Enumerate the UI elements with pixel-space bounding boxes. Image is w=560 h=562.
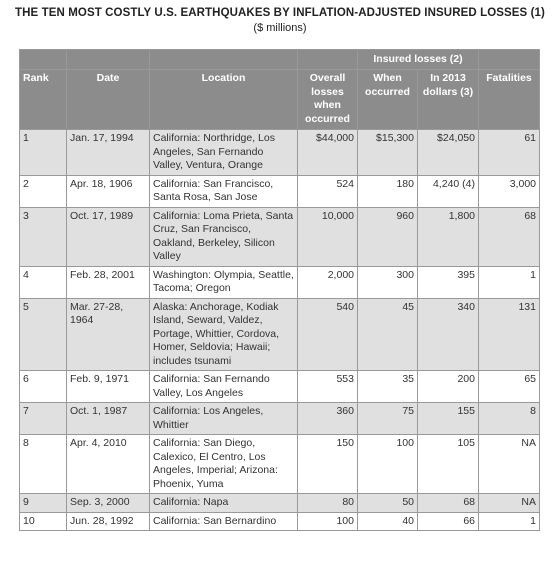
cell-rank: 2 bbox=[20, 175, 67, 207]
cell-location: California: Loma Prieta, Santa Cruz, San Francisco, Oakland, Berkeley, Silicon Valley bbox=[150, 207, 298, 266]
cell-2013: 68 bbox=[418, 494, 479, 513]
cell-2013: 4,240 (4) bbox=[418, 175, 479, 207]
cell-date: Feb. 28, 2001 bbox=[67, 266, 150, 298]
cell-2013: 1,800 bbox=[418, 207, 479, 266]
cell-overall: 100 bbox=[298, 512, 358, 531]
cell-location: Alaska: Anchorage, Kodiak Island, Seward, Valdez, Portage, Whittier, Cordova, Homer, Seldovia; Hawaii; includes tsunami bbox=[150, 298, 298, 371]
table-title: THE TEN MOST COSTLY U.S. EARTHQUAKES BY INFLATION-ADJUSTED INSURED LOSSES (1) bbox=[15, 7, 545, 19]
cell-2013: 200 bbox=[418, 371, 479, 403]
cell-2013: 340 bbox=[418, 298, 479, 371]
header-insured-losses: Insured losses (2) bbox=[358, 50, 479, 70]
table-row bbox=[20, 266, 540, 298]
cell-fatalities: NA bbox=[479, 435, 540, 494]
cell-2013: 66 bbox=[418, 512, 479, 531]
header-blank bbox=[67, 50, 150, 70]
cell-when: 180 bbox=[358, 175, 418, 207]
cell-date: Jan. 17, 1994 bbox=[67, 130, 150, 176]
table-row bbox=[20, 494, 540, 513]
header-overall-losses: Overall losses when occurred bbox=[298, 70, 358, 130]
table-row bbox=[20, 175, 540, 207]
cell-fatalities: NA bbox=[479, 494, 540, 513]
header-blank bbox=[298, 50, 358, 70]
header-blank bbox=[479, 50, 540, 70]
cell-when: 300 bbox=[358, 266, 418, 298]
cell-date: Feb. 9, 1971 bbox=[67, 371, 150, 403]
cell-date: Jun. 28, 1992 bbox=[67, 512, 150, 531]
cell-rank: 3 bbox=[20, 207, 67, 266]
table-row bbox=[20, 512, 540, 531]
cell-location: California: San Bernardino bbox=[150, 512, 298, 531]
cell-location: California: San Diego, Calexico, El Centro, Los Angeles, Imperial; Arizona: Phoenix, Yuma bbox=[150, 435, 298, 494]
cell-location: California: Los Angeles, Whittier bbox=[150, 403, 298, 435]
cell-overall: 524 bbox=[298, 175, 358, 207]
cell-when: 50 bbox=[358, 494, 418, 513]
header-blank bbox=[150, 50, 298, 70]
cell-overall: 10,000 bbox=[298, 207, 358, 266]
cell-date: Apr. 4, 2010 bbox=[67, 435, 150, 494]
cell-overall: 150 bbox=[298, 435, 358, 494]
cell-when: 960 bbox=[358, 207, 418, 266]
cell-date: Mar. 27-28, 1964 bbox=[67, 298, 150, 371]
cell-fatalities: 65 bbox=[479, 371, 540, 403]
cell-2013: 105 bbox=[418, 435, 479, 494]
table-subtitle: ($ millions) bbox=[253, 22, 307, 34]
cell-overall: $44,000 bbox=[298, 130, 358, 176]
cell-when: 35 bbox=[358, 371, 418, 403]
header-blank bbox=[20, 50, 67, 70]
cell-fatalities: 1 bbox=[479, 512, 540, 531]
cell-fatalities: 1 bbox=[479, 266, 540, 298]
header-2013-dollars: In 2013 dollars (3) bbox=[418, 70, 479, 130]
table-row bbox=[20, 371, 540, 403]
cell-rank: 5 bbox=[20, 298, 67, 371]
table-row bbox=[20, 403, 540, 435]
cell-overall: 360 bbox=[298, 403, 358, 435]
cell-2013: 155 bbox=[418, 403, 479, 435]
cell-when: 40 bbox=[358, 512, 418, 531]
cell-location: California: Northridge, Los Angeles, San Fernando Valley, Ventura, Orange bbox=[150, 130, 298, 176]
cell-fatalities: 3,000 bbox=[479, 175, 540, 207]
cell-rank: 7 bbox=[20, 403, 67, 435]
cell-2013: $24,050 bbox=[418, 130, 479, 176]
cell-rank: 8 bbox=[20, 435, 67, 494]
cell-location: California: Napa bbox=[150, 494, 298, 513]
header-when-occurred: When occurred bbox=[358, 70, 418, 130]
cell-fatalities: 131 bbox=[479, 298, 540, 371]
table-row bbox=[20, 207, 540, 266]
header-date: Date bbox=[67, 70, 150, 130]
cell-overall: 2,000 bbox=[298, 266, 358, 298]
cell-overall: 553 bbox=[298, 371, 358, 403]
cell-location: California: San Francisco, Santa Rosa, San Jose bbox=[150, 175, 298, 207]
table-row bbox=[20, 130, 540, 176]
header-group-row bbox=[20, 50, 540, 70]
cell-location: California: San Fernando Valley, Los Angeles bbox=[150, 371, 298, 403]
cell-rank: 4 bbox=[20, 266, 67, 298]
table-row bbox=[20, 435, 540, 494]
table-row bbox=[20, 298, 540, 371]
cell-date: Apr. 18, 1906 bbox=[67, 175, 150, 207]
cell-rank: 10 bbox=[20, 512, 67, 531]
cell-fatalities: 61 bbox=[479, 130, 540, 176]
cell-when: 75 bbox=[358, 403, 418, 435]
header-row bbox=[20, 70, 540, 130]
header-location: Location bbox=[150, 70, 298, 130]
cell-date: Oct. 17, 1989 bbox=[67, 207, 150, 266]
cell-rank: 1 bbox=[20, 130, 67, 176]
cell-when: 45 bbox=[358, 298, 418, 371]
cell-when: $15,300 bbox=[358, 130, 418, 176]
cell-overall: 80 bbox=[298, 494, 358, 513]
cell-overall: 540 bbox=[298, 298, 358, 371]
cell-date: Oct. 1, 1987 bbox=[67, 403, 150, 435]
cell-rank: 9 bbox=[20, 494, 67, 513]
cell-fatalities: 68 bbox=[479, 207, 540, 266]
cell-location: Washington: Olympia, Seattle, Tacoma; Oregon bbox=[150, 266, 298, 298]
cell-rank: 6 bbox=[20, 371, 67, 403]
earthquake-table bbox=[19, 49, 540, 531]
cell-fatalities: 8 bbox=[479, 403, 540, 435]
cell-2013: 395 bbox=[418, 266, 479, 298]
header-rank: Rank bbox=[20, 70, 67, 130]
cell-date: Sep. 3, 2000 bbox=[67, 494, 150, 513]
cell-when: 100 bbox=[358, 435, 418, 494]
header-fatalities: Fatalities bbox=[479, 70, 540, 130]
